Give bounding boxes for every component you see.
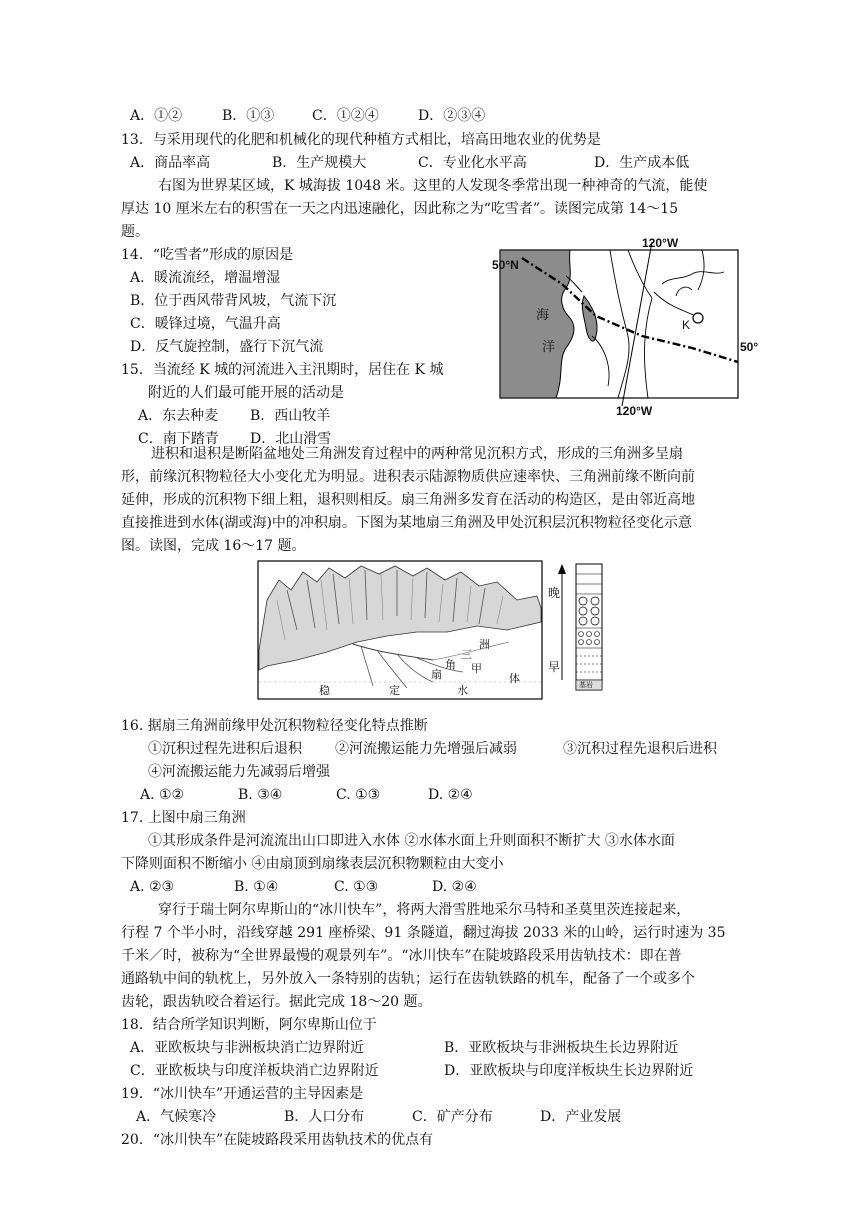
q17-line1: ①其形成条件是河流流出山口即进入水体 ②水体水面上升则面积不断扩大 ③水体水面 (148, 833, 675, 849)
fan-label-shui: 水 (457, 684, 468, 697)
q13-option-a: A．商品率高 (130, 155, 211, 171)
column-label-late: 晚 (548, 586, 561, 600)
q19-stem: 19．“冰川快车”开通运营的主导因素是 (121, 1086, 364, 1102)
column-label-early: 早 (548, 660, 561, 674)
q14-option-c: C．暖锋过境，气温升高 (130, 316, 281, 332)
q18-stem: 18．结合所学知识判断，阿尔卑斯山位于 (121, 1017, 377, 1033)
q17-option-a: A. ②③ (130, 879, 175, 895)
q18-option-d: D．亚欧板块与印度洋板块生长边界附近 (444, 1063, 694, 1079)
map-latitude-right: 50° (740, 340, 759, 354)
column-label-bedrock: 基岩 (579, 681, 593, 689)
q15-option-c: C．南下踏青 (138, 431, 219, 447)
intro18-line1: 穿行于瑞士阿尔卑斯山的“冰川快车”，将两大滑雪胜地采尔马特和圣莫里茨连接起来， (158, 902, 691, 918)
q16-option-b: B. ③④ (238, 787, 283, 803)
q16-stem: 16. 据扇三角洲前缘甲处沉积物粒径变化特点推断 (121, 718, 428, 734)
q16-option-c: C. ①③ (336, 787, 381, 803)
q20-stem: 20．“冰川快车”在陡坡路段采用齿轨技术的优点有 (121, 1132, 434, 1148)
q12-option-c: C．①②④ (312, 108, 379, 124)
intro18-line3: 千米／时，被称为“全世界最慢的观景列车”。“冰川快车”在陡坡路段采用齿轨技术：即在普 (121, 948, 682, 964)
map-latitude-left: 50°N (492, 258, 519, 272)
sediment-column (546, 560, 608, 700)
q14-stem: 14．“吃雪者”形成的原因是 (121, 247, 294, 263)
fan-label-san: 三 (461, 648, 472, 661)
q19-option-a: A．气候寒冷 (136, 1109, 217, 1125)
intro18-line5: 齿轮，跟齿轨咬合着运行。据此完成 18～20 题。 (121, 994, 432, 1010)
map-bottom-longitude: 120°W (616, 404, 653, 418)
q14-option-a: A．暖流流经，增温增湿 (130, 270, 281, 286)
q12-option-a: A．①② (130, 108, 183, 124)
intro16-line1: 进积和退积是断陷盆地处三角洲发育过程中的两种常见沉积方式，形成的三角洲多呈扇 (151, 446, 683, 462)
intro16-line3: 延伸，形成的沉积物下细上粗，退积则相反。扇三角洲多发育在活动的构造区，是由邻近高地 (121, 492, 695, 508)
fan-label-wen: 稳 (319, 684, 330, 697)
q13-option-b: B．生产规模大 (272, 155, 367, 171)
fan-delta-sketch (257, 560, 543, 700)
q18-option-b: B．亚欧板块与非洲板块生长边界附近 (444, 1040, 679, 1056)
q13-option-c: C．专业化水平高 (418, 155, 527, 171)
map-sea-label-2: 洋 (542, 340, 556, 355)
q17-option-b: B. ①④ (234, 879, 279, 895)
region-map (492, 236, 764, 420)
fan-label-shan: 扇 (431, 668, 442, 681)
k-city-marker (693, 313, 703, 323)
fan-label-zhou: 洲 (479, 638, 490, 651)
fan-label-jia: 甲 (471, 662, 482, 675)
q17-line2: 下降则面积不断缩小 ④由扇顶到扇缘表层沉积物颗粒由大变小 (121, 856, 504, 872)
map-city-k-label: K (682, 318, 691, 332)
intro16-line2: 形，前缘沉积物粒径大小变化尤为明显。进积表示陆源物质供应速率快、三角洲前缘不断向前 (121, 469, 695, 485)
q16-statement-4: ④河流搬运能力先减弱后增强 (148, 764, 330, 780)
q15-option-d: D．北山滑雪 (250, 431, 332, 447)
q17-stem: 17. 上图中扇三角洲 (121, 810, 246, 826)
q16-statement-2: ②河流搬运能力先增强后减弱 (335, 741, 517, 757)
q15-option-a: A．东去种麦 (138, 408, 219, 424)
q19-option-c: C．矿产分布 (412, 1109, 493, 1125)
intro18-line4: 通路轨中间的轨枕上，另外放入一条特别的齿轨；运行在齿轨铁路的机车，配备了一个或多个 (121, 971, 695, 987)
intro14-line3: 题。 (121, 224, 149, 240)
q14-option-d: D．反气旋控制，盛行下沉气流 (130, 339, 324, 355)
map-top-longitude: 120°W (642, 236, 679, 250)
intro18-line2: 行程 7 个半小时，沿线穿越 291 座桥梁、91 条隧道，翻过海拔 2033 米的山岭，运行时速为 35 (121, 925, 726, 941)
q12-option-d: D．②③④ (418, 108, 486, 124)
q16-option-d: D. ②④ (428, 787, 473, 803)
q16-statement-1: ①沉积过程先进积后退积 (148, 741, 302, 757)
q17-option-c: C. ①③ (334, 879, 379, 895)
fan-label-jiao: 角 (445, 658, 456, 671)
q16-statement-3: ③沉积过程先退积后进积 (563, 741, 717, 757)
intro14-line2: 厚达 10 厘米左右的积雪在一天之内迅速融化，因此称之为“吃雪者”。读图完成第 14～15 (121, 201, 679, 217)
q15-stem-line1: 15．当流经 K 城的河流进入主汛期时，居住在 K 城 (121, 362, 444, 378)
q19-option-b: B．人口分布 (284, 1109, 365, 1125)
q12-option-b: B．①③ (222, 108, 275, 124)
fan-label-ti: 体 (509, 672, 520, 685)
map-sea-label-1: 海 (536, 308, 550, 323)
q13-option-d: D．生产成本低 (594, 155, 690, 171)
q18-option-c: C．亚欧板块与印度洋板块消亡边界附近 (130, 1063, 379, 1079)
q16-option-a: A. ①② (140, 787, 185, 803)
intro16-line5: 图。读图，完成 16～17 题。 (121, 538, 306, 554)
q17-option-d: D. ②④ (432, 879, 477, 895)
q19-option-d: D．产业发展 (540, 1109, 622, 1125)
intro16-line4: 直接推进到水体(湖或海)中的冲积扇。下图为某地扇三角洲及甲处沉积层沉积物粒径变化示意 (121, 515, 692, 531)
q15-option-b: B．西山牧羊 (250, 408, 331, 424)
fan-label-ding: 定 (389, 684, 400, 697)
q14-option-b: B．位于西风带背风坡，气流下沉 (130, 293, 337, 309)
q15-stem-line2: 附近的人们最可能开展的活动是 (148, 385, 344, 401)
q18-option-a: A．亚欧板块与非洲板块消亡边界附近 (130, 1040, 365, 1056)
intro14-line1: 右图为世界某区域，K 城海拔 1048 米。这里的人发现冬季常出现一种神奇的气流，能使 (158, 178, 708, 194)
q13-stem: 13．与采用现代的化肥和机械化的现代种植方式相比，培高田地农业的优势是 (121, 132, 601, 148)
